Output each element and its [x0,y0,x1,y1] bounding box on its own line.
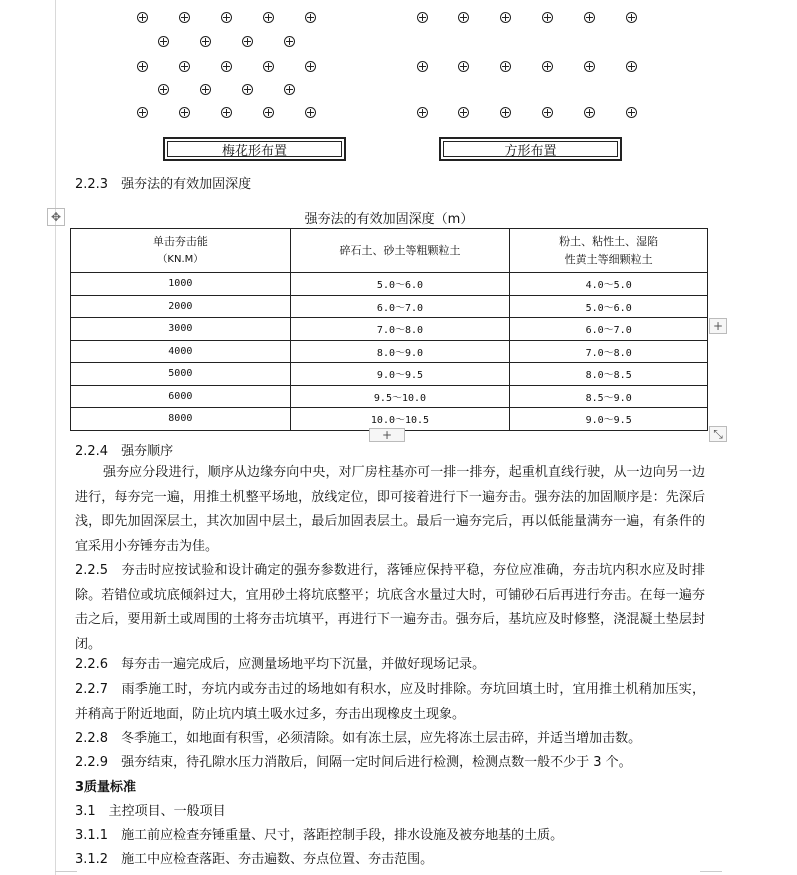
table-resize-handle[interactable]: ⤡ [709,426,727,442]
bolt-icon [200,36,211,47]
bolt-icon [584,61,595,72]
cell-coarse: 7.0～8.0 [290,318,510,341]
cell-coarse: 9.5～10.0 [290,385,510,408]
table-row [71,273,708,296]
bolt-icon [500,61,511,72]
cell-energy: 6000 [71,385,291,408]
bolt-icon [305,12,316,23]
bolt-icon [584,107,595,118]
cell-energy: 8000 [71,408,291,431]
bolt-icon [305,107,316,118]
bolt-icon [417,107,428,118]
bolt-icon [179,107,190,118]
add-column-button[interactable]: + [709,318,727,334]
page-corner-mark [55,871,77,872]
table-row [71,408,708,431]
bolt-icon [458,12,469,23]
bolt-icon [626,61,637,72]
cell-coarse: 9.0～9.5 [290,363,510,386]
section-3-1-1: 3.1.1 施工前应检查夯锤重量、尺寸，落距控制手段，排水设施及被夯地基的土质。 [75,828,564,843]
header-fine-soil [510,229,708,273]
table-header-row [71,229,708,273]
section-heading-2-2-3: 2.2.3 强夯法的有效加固深度 [75,177,252,192]
bolt-icon [584,12,595,23]
bolt-icon [137,61,148,72]
cell-fine: 8.5～9.0 [510,385,708,408]
bolt-icon [417,12,428,23]
plum-blossom-caption [163,137,346,161]
bolt-icon [417,61,428,72]
cell-fine: 6.0～7.0 [510,318,708,341]
paragraph-2-2-8: 2.2.8 冬季施工，如地面有积雪，必须清除。如有冻土层，应先将冻土层击碎，并适当增加击数。 [75,731,642,746]
cell-fine: 7.0～8.0 [510,340,708,363]
table-title: 强夯法的有效加固深度（m） [304,212,474,227]
bolt-icon [500,12,511,23]
cell-fine: 5.0～6.0 [510,295,708,318]
bolt-icon [263,61,274,72]
bolt-icon [221,61,232,72]
bolt-icon [158,36,169,47]
bolt-icon [179,12,190,23]
bolt-icon [458,61,469,72]
cell-coarse: 10.0～10.5 [290,408,510,431]
cell-energy: 4000 [71,340,291,363]
table-move-handle[interactable]: ✥ [47,208,65,226]
bolt-icon [137,12,148,23]
bolt-icon [179,61,190,72]
cell-fine: 4.0～5.0 [510,273,708,296]
table-row [71,318,708,341]
caption-text: 方形布置 [504,143,557,159]
cell-fine: 8.0～8.5 [510,363,708,386]
cell-energy: 1000 [71,273,291,296]
margin-guide [55,0,56,875]
cell-coarse: 8.0～9.0 [290,340,510,363]
paragraph-2-2-7: 2.2.7 雨季施工时，夯坑内或夯击过的场地如有积水，应及时排除。夯坑回填土时，宜用推土机稍加压实，并稍高于附近地面，防止坑内填土吸水过多，夯击出现橡皮土现象。 [75,682,705,722]
table-row [71,363,708,386]
bolt-icon [242,84,253,95]
table-row [71,340,708,363]
bolt-icon [542,12,553,23]
header-fine-line1: 粉土、粘性土、湿陷 [559,234,659,248]
bolt-icon [305,61,316,72]
bolt-icon [626,107,637,118]
paragraph-2-2-6: 2.2.6 每夯击一遍完成后，应测量场地平均下沉量，并做好现场记录。 [75,657,486,672]
bolt-icon [542,107,553,118]
section-heading-2-2-4: 2.2.4 强夯顺序 [75,444,174,459]
page-corner-mark [700,871,722,872]
header-energy-line2: （KN.M） [157,253,204,265]
bolt-icon [242,36,253,47]
bolt-icon [500,107,511,118]
cell-coarse: 6.0～7.0 [290,295,510,318]
bolt-icon [158,84,169,95]
paragraph-2-2-4: 强夯应分段进行，顺序从边缘夯向中央，对厂房柱基亦可一排一排夯，起重机直线行驶，从一边向另一边进行，每夯完一遍，用推土机整平场地，放线定位，即可接着进行下一遍夯击。强夯法的加固顺序是：先深后浅，即先加固深层土，其次加固中层土，最后加固表层土。最后一遍夯完后，再以低能量满夯一遍，有条件的宜采用小夯锤夯击为佳。 [75,465,705,554]
square-caption [439,137,622,161]
header-coarse-soil: 碎石土、砂土等粗颗粒土 [290,229,510,273]
cell-coarse: 5.0～6.0 [290,273,510,296]
header-fine-line2: 性黄土等细颗粒土 [564,252,653,266]
header-energy-line1: 单击夯击能 [152,234,208,248]
bolt-icon [626,12,637,23]
add-row-button[interactable]: + [369,428,405,442]
paragraph-2-2-9: 2.2.9 强夯结束，待孔隙水压力消散后，间隔一定时间后进行检测，检测点数一般不少于 3 个。 [75,755,632,770]
bolt-icon [458,107,469,118]
cell-energy: 2000 [71,295,291,318]
bolt-icon [284,36,295,47]
heading-quality-standard: 3质量标准 [75,780,137,795]
table-row [71,385,708,408]
bolt-icon [221,107,232,118]
cell-energy: 5000 [71,363,291,386]
bolt-icon [284,84,295,95]
bolt-icon [137,107,148,118]
cell-energy: 3000 [71,318,291,341]
header-energy [71,229,291,273]
caption-text: 梅花形布置 [221,143,287,159]
bolt-icon [263,12,274,23]
depth-table [70,228,708,431]
bolt-icon [542,61,553,72]
section-heading-3-1: 3.1 主控项目、一般项目 [75,804,226,819]
table-row [71,295,708,318]
paragraph-2-2-5: 2.2.5 夯击时应按试验和设计确定的强夯参数进行，落锤应保持平稳，夯位应准确，夯击坑内积水应及时排除。若错位或坑底倾斜过大，宜用砂土将坑底整平；坑底含水量过大时，可铺砂石后再进行夯击。在每一遍夯击之后，要用新土或周围的土将夯击坑填平，再进行下一遍夯击。强夯后，基坑应及时修整，浇混凝土垫层封闭。 [75,563,705,652]
cell-fine: 9.0～9.5 [510,408,708,431]
section-3-1-2: 3.1.2 施工中应检查落距、夯击遍数、夯点位置、夯击范围。 [75,852,434,867]
bolt-icon [200,84,211,95]
bolt-icon [263,107,274,118]
bolt-icon [221,12,232,23]
